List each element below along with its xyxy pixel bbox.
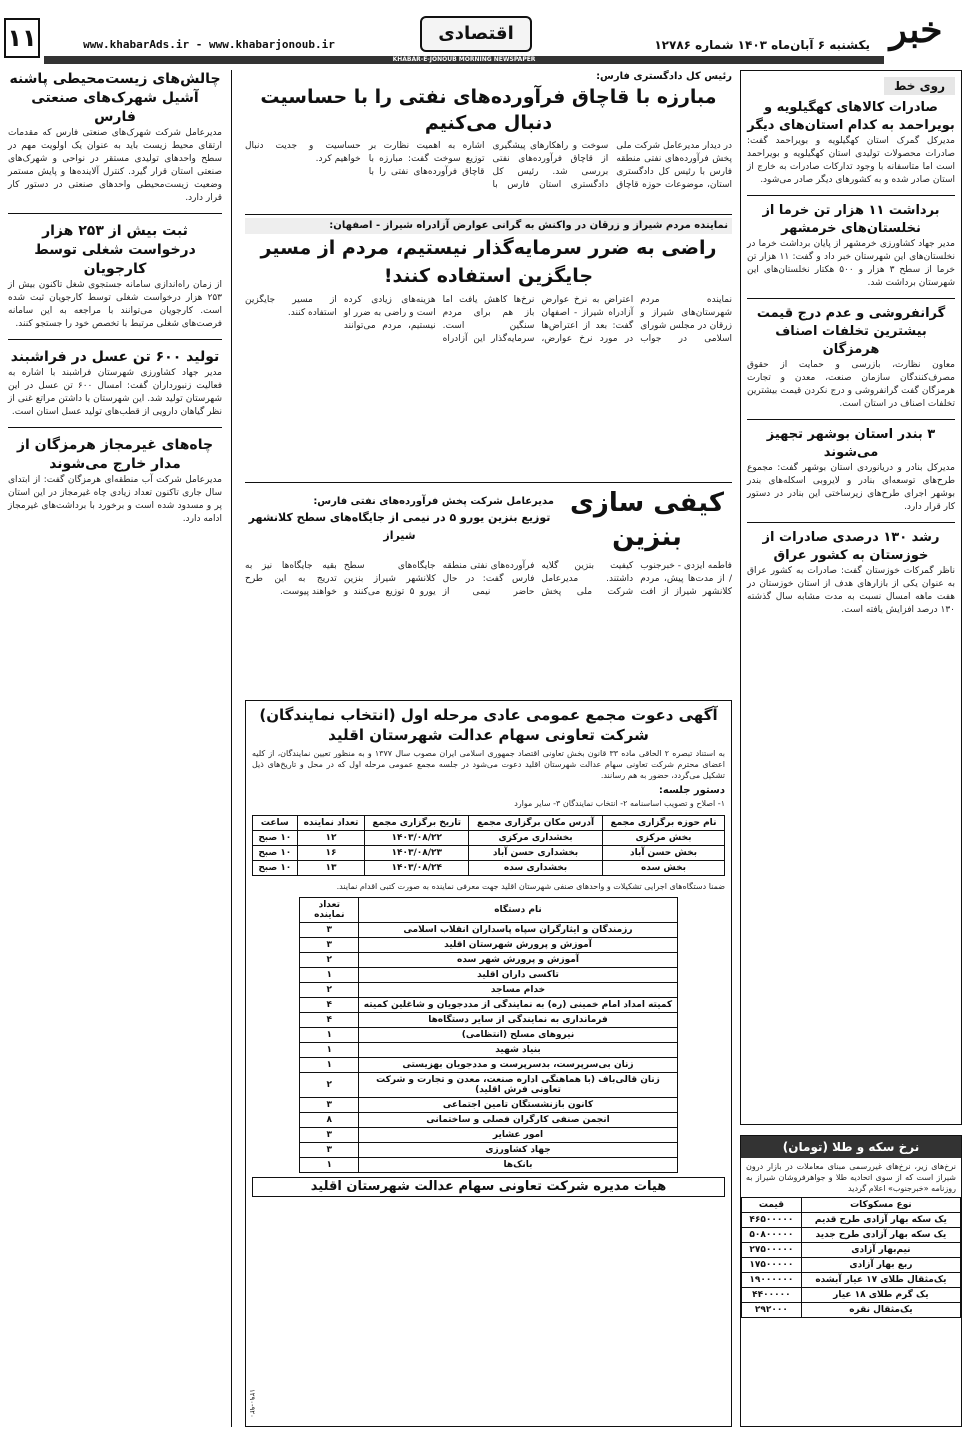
lead-title: مبارزه با قاچاق فرآورده‌های نفتی را با حساسیت دنبال می‌کنیم: [260, 86, 717, 134]
fuel-article: [245, 486, 732, 694]
table-row: جهاد کشاورزی ۳: [300, 1143, 677, 1158]
table-row: یک گرم طلای ۱۸ عیار ۴۴۰۰۰۰۰: [742, 1288, 961, 1303]
brief-item: [747, 99, 955, 187]
left-article-title: ثبت بیش از ۲۵۳ هزار درخواست شغلی توسط کارجویان: [34, 223, 196, 277]
fuel-body: فاطمه ایزدی - خبرجنوب / از مدت‌ها پیش، مردم کلانشهر شیراز از افت کیفیت بنزین گلایه داشتند. مدیرعامل شرکت ملی پخش فرآورده‌های نفتی منطقه فارس گفت: در حال حاضر نیمی از جایگاه‌های سطح کلانشهر شیراز بنزین یورو ۵ توزیع می‌کنند و بقیه جایگاه‌ها نیز به تدریج به این طرح خواهند پیوست.: [245, 561, 732, 597]
table-row: کمیته امداد امام خمینی (ره) به نمایندگی از مددجویان و شاغلین کمیته ۴: [300, 998, 677, 1013]
table-row: بخش مرکزی بخشداری مرکزی ۱۴۰۳/۰۸/۲۲ ۱۲ ۱۰ صبح: [253, 831, 725, 846]
table-row: بانک‌ها ۱: [300, 1158, 677, 1173]
agenda-title: دستور جلسه:: [658, 785, 725, 796]
representatives-table: نام دستگاه تعداد نماینده رزمندگان و ایثارگران سپاه پاسداران انقلاب اسلامی ۳ آموزش و پرورش شهرستان اقلید ۳ آموزش و پرورش شهر سده ۲ تاکسی داران اقلید ۱ خدام مساجد ۲ کمیته امداد امام خمینی (ره) به نمایندگی از مددجویان و شاغلین کمیته ۴ فرمانداری به نمایندگی از سایر دستگاه‌ها ۴ نیروهای مسلح (انتظامی) ۱ بنیاد شهید ۱ زنان بی‌سرپرست، بدسرپرست و مددجویان بهزیستی ۱ زنان قالی‌باف (با هماهنگی اداره صنعت، معدن و تجارت و شرکت تعاونی فرش اقلید) ۲ کانون بازنشستگان تامین اجتماعی ۳ انجمن صنفی کارگران فصلی و ساختمانی ۸ امور عشایر ۳ جهاد کشاورزی ۳ بانک‌ها ۱: [299, 897, 677, 1173]
agenda-body: ۱- اصلاح و تصویب اساسنامه ۲- انتخاب نمایندگان ۳- سایر موارد: [514, 799, 725, 808]
table-row: یک‌مثقال نقره ۲۹۲۰۰۰: [742, 1303, 961, 1318]
masthead-band: KHABAR-E-JONOUB MORNING NEWSPAPER: [44, 56, 884, 64]
brief-item: [747, 529, 955, 617]
brief-body: مدیر جهاد کشاورزی خرمشهر از پایان برداشت خرما در نخلستان‌های این شهرستان خبر داد و گفت: ۱۱ هزار تن خرما از سطح ۳ هزار و ۵۰۰ هکتار نخلستان‌های این شهرستان برداشت شد.: [747, 239, 955, 288]
page-number: ۱۱: [4, 18, 40, 58]
gold-price-box: [740, 1135, 962, 1427]
brief-body: مدیرکل گمرک استان کهگیلویه و بویراحمد گفت: صادرات محصولات تولیدی استان کهگیلویه و بویراحمد است اما متاسفانه با وجود تدارکات صادرات به خارج از استان صادر شده و به کشورهای دیگر صادر می‌شود.: [747, 136, 955, 185]
lead-kicker: رئیس کل دادگستری فارس:: [596, 71, 732, 82]
notice-intro: به استناد تبصره ۲ الحاقی ماده ۳۳ قانون بخش تعاونی اقتصاد جمهوری اسلامی ایران مصوب سال ۱۳۷۷ و به منظور تعیین نمایندگان، از کلیه اعضای محترم شرکت تعاونی سهام عدالت شهرستان اقلید دعوت می‌شود در جلسه مجمع عمومی مرحله اول که در محل و تاریخ‌های ذیل تشکیل می‌گردد، حضور به هم رسانند.: [252, 749, 726, 780]
col-price: قیمت: [742, 1198, 802, 1213]
table-row: رزمندگان و ایثارگران سپاه پاسداران انقلاب اسلامی ۳: [300, 923, 677, 938]
table-row: یک‌مثقال طلای ۱۷ عیار آبشده ۱۹۰۰۰۰۰۰: [742, 1273, 961, 1288]
table-row: فرمانداری به نمایندگی از سایر دستگاه‌ها ۴: [300, 1013, 677, 1028]
table-row: آموزش و پرورش شهرستان اقلید ۳: [300, 938, 677, 953]
table-row: تاکسی داران اقلید ۱: [300, 968, 677, 983]
meeting-table: نام حوزه برگزاری مجمع آدرس مکان برگزاری مجمع تاریخ برگزاری مجمع تعداد نماینده ساعت بخش مرکزی بخشداری مرکزی ۱۴۰۳/۰۸/۲۲ ۱۲ ۱۰ صبح بخش حسن آباد بخشداری حسن آباد ۱۴۰۳/۰۸/۲۳ ۱۶ ۱۰ صبح بخش سده بخشداری سده ۱۴۰۳/۰۸/۲۴ ۱۳ ۱۰ صبح: [252, 815, 725, 876]
brief-body: ناظر گمرکات خوزستان گفت: صادرات به کشور عراق به عنوان یکی از بازارهای هدف از استان خوزستان در هفت ماهه امسال نسبت به مدت مشابه سال گذشته ۱۳۰ درصد افزایش یافته است.: [747, 566, 955, 615]
column-label: روی خط: [884, 77, 955, 95]
price-table: [741, 1197, 961, 1318]
price-box-title: نرخ سکه و طلا (تومان): [741, 1136, 961, 1158]
table-row: یک سکه بهار آزادی طرح جدید ۵۰۸۰۰۰۰۰: [742, 1228, 961, 1243]
toll-article: [245, 218, 732, 480]
notice-code: ۱۲۹۰-۹۲۰: [248, 1389, 256, 1418]
fuel-subtitle: توزیع بنزین یورو ۵ در نیمی از جایگاه‌های سطح کلانشهر شیراز: [248, 511, 551, 542]
notice-note: ضمنا دستگاه‌های اجرایی تشکیلات و واحدهای صنفی شهرستان اقلید جهت معرفی نماینده به صورت کتبی اقدام نمایند.: [336, 882, 725, 891]
brief-title: رشد ۱۳۰ درصدی صادرات از خوزستان به کشور عراق: [762, 530, 940, 563]
site-urls[interactable]: www.khabarAds.ir - www.khabarjonoub.ir: [83, 38, 335, 51]
toll-kicker: نماینده مردم شیراز و زرقان در واکنش به گرانی عوارض آزادراه شیراز - اصفهان:: [245, 218, 732, 234]
brief-item: [747, 305, 955, 411]
assembly-notice: [245, 700, 732, 1427]
left-article-body: مدیرعامل شرکت آب منطقه‌ای هرمزگان گفت: از ابتدای سال جاری تاکنون تعداد زیادی چاه غیرمجاز در این استان پر و مسدود شده است و برخورد با برداشت‌های غیرمجاز ادامه دارد.: [8, 475, 222, 524]
table-row: زنان بی‌سرپرست، بدسرپرست و مددجویان بهزیستی ۱: [300, 1058, 677, 1073]
table-row: خدام مساجد ۲: [300, 983, 677, 998]
lead-article: [245, 70, 732, 210]
fuel-title: کیفی سازی بنزین: [570, 488, 724, 552]
brief-body: مدیرکل بنادر و دریانوردی استان بوشهر گفت: مجموع طرح‌های توسعه‌ای بنادر و لایروبی اسکله‌های بندر بوشهر اجرای طرح‌های زیرساختی این بنادر در دستور کار قرار دارد.: [747, 463, 955, 512]
brief-item: [747, 202, 955, 290]
price-note: نرخ‌های زیر، نرخ‌های غیررسمی مبنای معاملات در بازار درون شیراز است که از سوی اتحادیه طلا و جواهرفروشان شیراز به روزنامه «خبرجنوب» اعلام گردید: [746, 1162, 956, 1193]
table-row: بخش حسن آباد بخشداری حسن آباد ۱۴۰۳/۰۸/۲۳ ۱۶ ۱۰ صبح: [253, 846, 725, 861]
left-article: [8, 436, 222, 526]
lead-body: در دیدار مدیرعامل شرکت ملی پخش فرآورده‌های نفتی منطقه فارس با رئیس کل دادگستری استان، موضوعات حوزه قاچاق سوخت و راهکارهای پیشگیری از قاچاق فرآورده‌های نفتی بررسی شد. رئیس کل دادگستری استان فارس با اشاره به اهمیت نظارت بر توزیع سوخت گفت: مبارزه با قاچاق فرآورده‌های نفتی را با حساسیت و جدیت دنبال خواهیم کرد.: [245, 141, 732, 190]
table-row: انجمن صنفی کارگران فصلی و ساختمانی ۸: [300, 1113, 677, 1128]
table-row: زنان قالی‌باف (با هماهنگی اداره صنعت، معدن و تجارت و شرکت تعاونی فرش اقلید) ۲: [300, 1073, 677, 1098]
brief-item: [747, 426, 955, 514]
notice-company: شرکت تعاونی سهام عدالت شهرستان اقلید: [328, 726, 649, 744]
left-article-title: تولید ۶۰۰ تن عسل در فراشبند: [10, 349, 220, 365]
masthead: [0, 0, 970, 62]
col-type: نوع مسکوکات: [801, 1198, 960, 1213]
toll-title: راضی به ضرر سرمایه‌گذار نیستیم، مردم از مسیر جایگزین استفاده کنند!: [260, 237, 717, 287]
table-row: امور عشایر ۳: [300, 1128, 677, 1143]
left-article-body: مدیرعامل شرکت شهرک‌های صنعتی فارس که مقدمات ارتقای محیط زیست باید به عنوان یک اولویت مهم در سطح واحدهای تولیدی مستقر در نواحی و شهرک‌های صنعتی استان قرار گیرد. کنترل آلاینده‌ها و پایش مستمر وضعیت زیست‌محیطی واحدهای صنعتی در دستور کار قرار دارد.: [8, 128, 222, 203]
newspaper-logo: خبر: [889, 9, 943, 51]
notice-title: آگهی دعوت مجمع عمومی عادی مرحله اول (انتخاب نمایندگان): [259, 706, 718, 724]
left-column: [4, 70, 226, 1427]
table-row: بخش سده بخشداری سده ۱۴۰۳/۰۸/۲۴ ۱۳ ۱۰ صبح: [253, 861, 725, 876]
brief-title: صادرات کالاهای کهگیلویه و بویراحمد به کدام استان‌های دیگر: [747, 100, 955, 133]
notice-footer: هیات مدیره شرکت تعاونی سهام عدالت شهرستان اقلید: [252, 1177, 725, 1197]
brief-title: گرانفروشی و عدم درج قیمت بیشترین تخلفات اصناف هرمزگان: [756, 306, 946, 357]
table-row: یک سکه بهار آزادی طرح قدیم ۴۶۵۰۰۰۰۰: [742, 1213, 961, 1228]
left-article: [8, 348, 222, 419]
table-row: کانون بازنشستگان تامین اجتماعی ۳: [300, 1098, 677, 1113]
brief-title: ۳ بندر استان بوشهر تجهیز می‌شوند: [766, 427, 936, 460]
right-column: [740, 70, 962, 1125]
left-article-title: چالش‌های زیست‌محیطی پاشنه آشیل شهرک‌های صنعتی فارس: [9, 71, 221, 125]
fuel-kicker: مدیرعامل شرکت پخش فرآورده‌های نفتی فارس:: [313, 496, 554, 507]
table-row: نیروهای مسلح (انتظامی) ۱: [300, 1028, 677, 1043]
left-article-title: چاه‌های غیرمجاز هرمزگان از مدار خارج می‌شوند: [16, 437, 214, 472]
left-article-body: از زمان راه‌اندازی سامانه جستجوی شغل تاکنون بیش از ۲۵۳ هزار درخواست شغلی توسط کارجویان ثبت شده است. کارجویان می‌توانند با مراجعه به این سامانه فرصت‌های شغلی مرتبط با تخصص خود را جستجو کنند.: [8, 280, 222, 329]
brief-body: معاون نظارت، بازرسی و حمایت از حقوق مصرف‌کنندگان سازمان صنعت، معدن و تجارت هرمزگان گفت گرانفروشی و درج نکردن قیمت بیشترین تخلفات اصناف در استان است.: [747, 360, 955, 409]
left-article: [8, 70, 222, 205]
table-row: ربع بهار آزادی ۱۷۵۰۰۰۰۰: [742, 1258, 961, 1273]
table-row: نیم‌بهار آزادی ۲۷۵۰۰۰۰۰: [742, 1243, 961, 1258]
left-article-body: مدیر جهاد کشاورزی شهرستان فراشبند با اشاره به فعالیت زنبورداران گفت: امسال ۶۰۰ تن عسل در این شهرستان تولید شد. این شهرستان با داشتن مراتع غنی از نظر گیاهان دارویی از قطب‌های تولید عسل استان است.: [8, 368, 222, 417]
section-title: اقتصادی: [420, 16, 532, 52]
brief-title: برداشت ۱۱ هزار تن خرما از نخلستان‌های خرمشهر: [762, 203, 940, 236]
column-divider: [231, 70, 232, 1427]
table-row: بنیاد شهید ۱: [300, 1043, 677, 1058]
table-row: آموزش و پرورش شهر سده ۲: [300, 953, 677, 968]
dateline: یکشنبه ۶ آبان‌ماه ۱۴۰۳ شماره ۱۲۷۸۶: [654, 38, 870, 52]
toll-body: نماینده مردم شهرستان‌های شیراز و زرقان در مجلس شورای اسلامی در جواب اعتراض به نرخ عوارض آزادراه شیراز - اصفهان گفت: بعد از اعتراض‌ها در مورد نرخ عوارض، نرخ‌ها کاهش یافت اما باز هم برای مردم سنگین است. سرمایه‌گذار این آزادراه هزینه‌های زیادی کرده است و راضی به ضرر او نیستیم، مردم می‌توانند از مسیر جایگزین استفاده کنند.: [245, 295, 732, 344]
left-article: [8, 222, 222, 331]
